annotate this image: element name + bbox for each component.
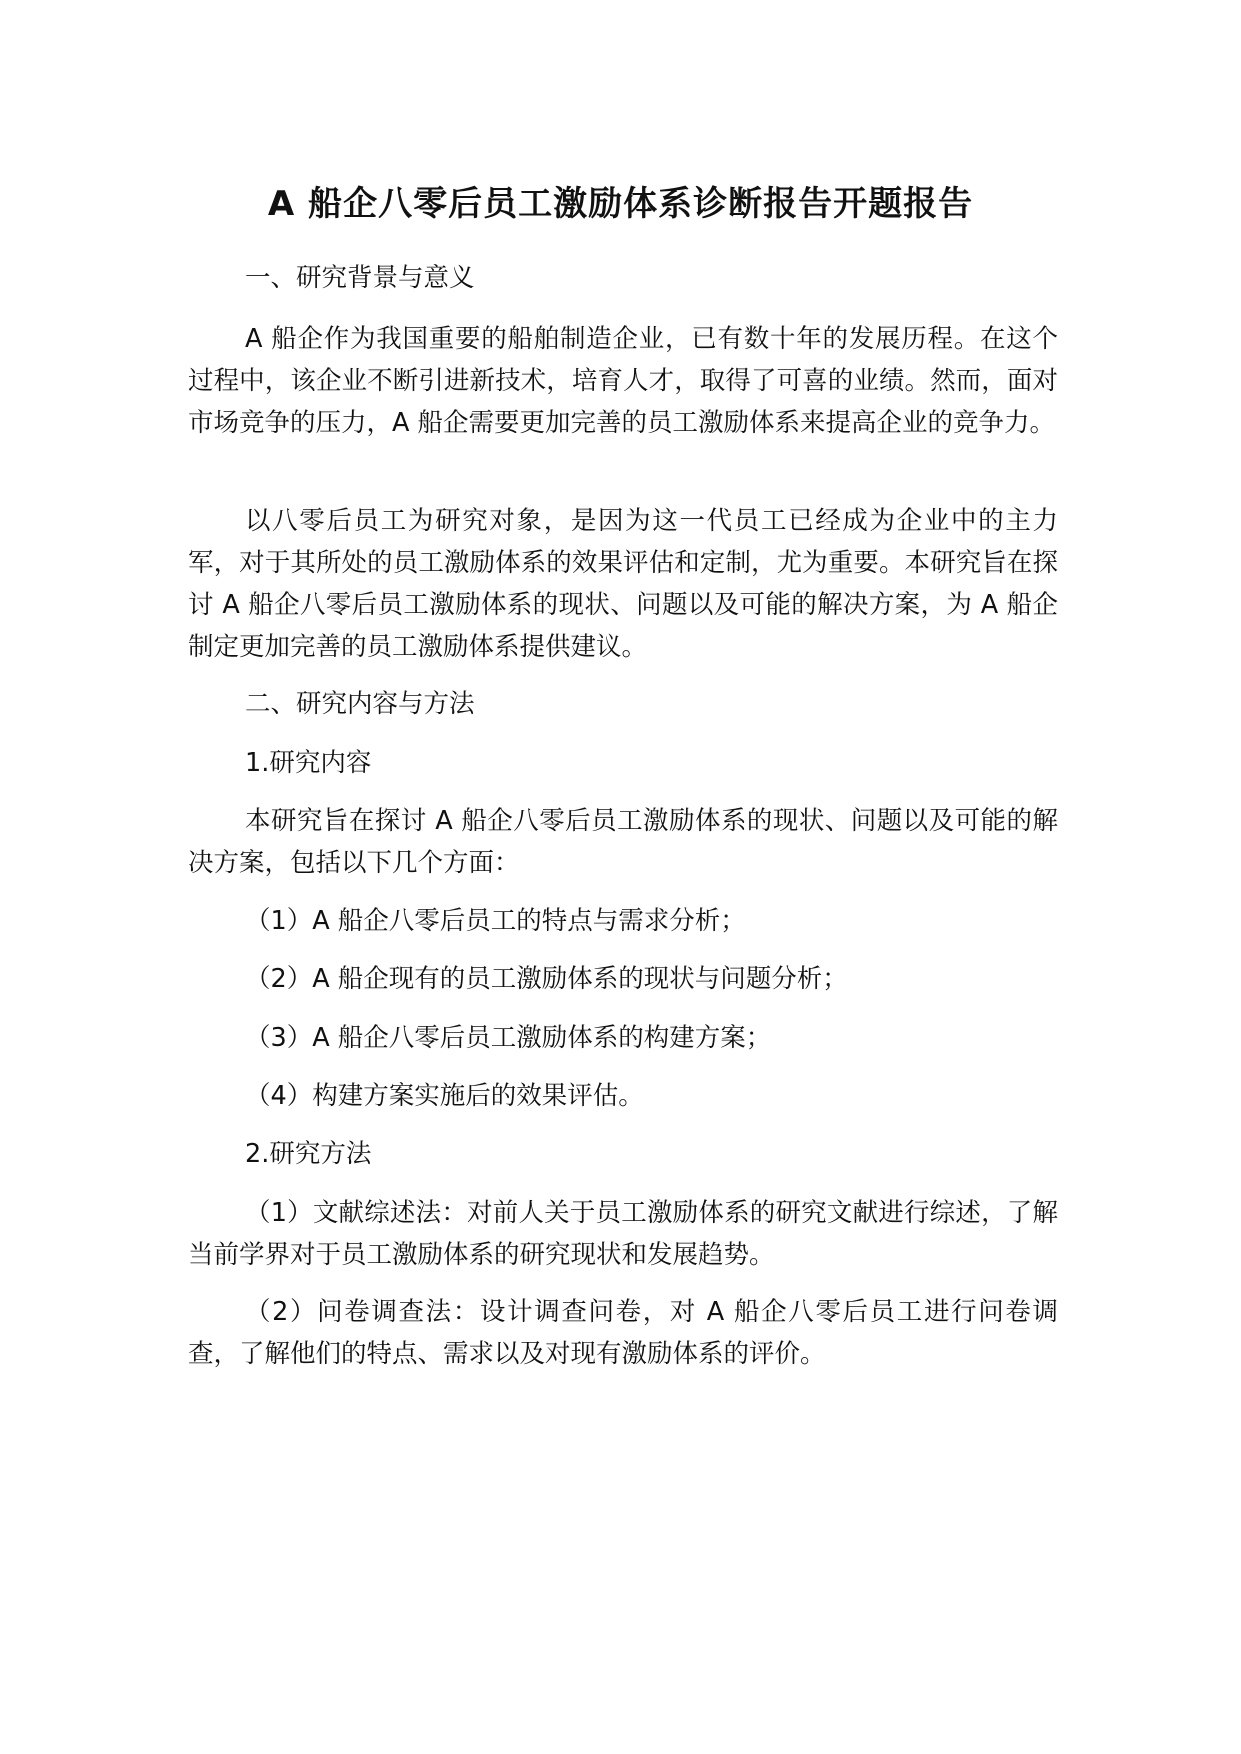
list-item-content-1: （1）A 船企八零后员工的特点与需求分析； xyxy=(245,906,746,936)
list-item-content-4: （4）构建方案实施后的效果评估。 xyxy=(245,1081,644,1111)
list-item-content-3: （3）A 船企八零后员工激励体系的构建方案； xyxy=(245,1023,772,1053)
section-heading-content-method: 二、研究内容与方法 xyxy=(245,689,475,719)
subheading-research-method: 2.研究方法 xyxy=(245,1139,372,1169)
list-item-method-2: （2）问卷调查法：设计调查问卷，对 A 船企八零后员工进行问卷调查，了解他们的特点、需求以及对现有激励体系的评价。 xyxy=(188,1297,1058,1369)
subheading-research-content: 1.研究内容 xyxy=(245,748,372,778)
document-title: A 船企八零后员工激励体系诊断报告开题报告 xyxy=(267,184,974,224)
paragraph-research-content: 本研究旨在探讨 A 船企八零后员工激励体系的现状、问题以及可能的解决方案，包括以下几个方面： xyxy=(188,806,1058,878)
section-heading-background: 一、研究背景与意义 xyxy=(245,263,475,293)
paragraph-rationale: 以八零后员工为研究对象，是因为这一代员工已经成为企业中的主力军，对于其所处的员工激励体系的效果评估和定制，尤为重要。本研究旨在探讨 A 船企八零后员工激励体系的现状、问题以及可能的解决方案，为 A 船企制定更加完善的员工激励体系提供建议。 xyxy=(188,506,1058,662)
list-item-content-2: （2）A 船企现有的员工激励体系的现状与问题分析； xyxy=(245,964,848,994)
paragraph-background: A 船企作为我国重要的船舶制造企业，已有数十年的发展历程。在这个过程中，该企业不断引进新技术，培育人才，取得了可喜的业绩。然而，面对市场竞争的压力，A 船企需要更加完善的员工激励体系来提高企业的竞争力。 xyxy=(188,324,1058,438)
list-item-method-1: （1）文献综述法：对前人关于员工激励体系的研究文献进行综述，了解当前学界对于员工激励体系的研究现状和发展趋势。 xyxy=(188,1198,1058,1270)
